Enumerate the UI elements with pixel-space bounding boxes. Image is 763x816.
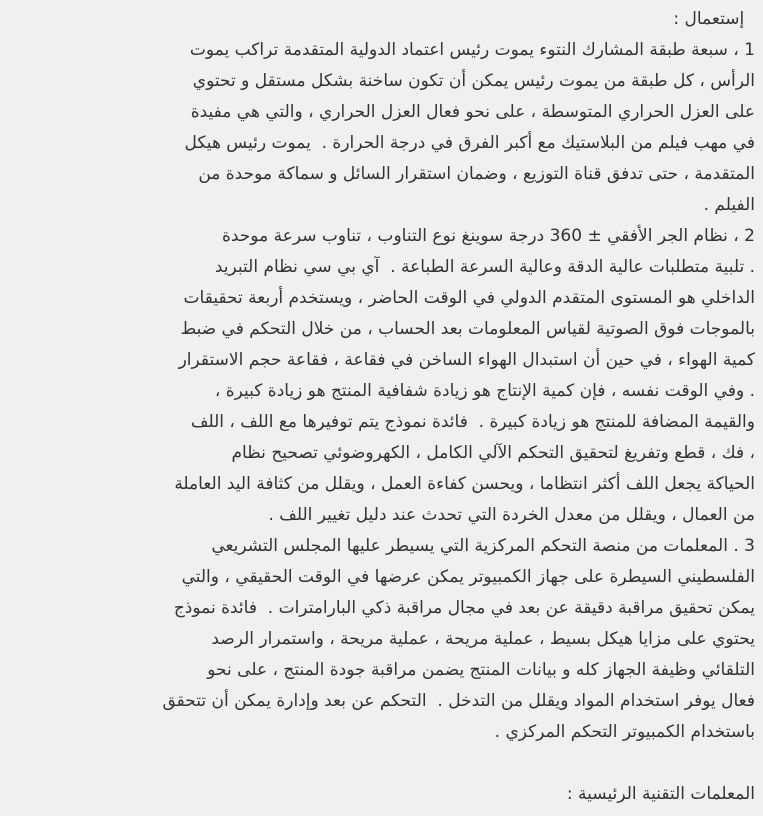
text-line: 2 ، نظام الجر الأفقي ± 360 درجة سوينغ نوع التناوب ، تناوب سرعة موحدة — [221, 226, 755, 246]
text-line: . تلبية متطلبات عالية الدقة وعالية السرعة الطباعة . آي بي سي نظام التبريد — [214, 257, 755, 277]
text-line: . وفي الوقت نفسه ، فإن كمية الإنتاج هو زيادة شفافية المنتج هو زيادة كبيرة ، — [214, 381, 755, 401]
text-line: الفلسطيني السيطرة على جهاز الكمبيوتر يمكن عرضها في الوقت الحقيقي ، والتي — [181, 567, 755, 587]
text-line: بالموجات فوق الصوتية لقياس المعلومات بعد الحساب ، من خلال التحكم في ضبط — [180, 319, 755, 339]
text-line: المتقدمة ، حتى تدفق قناة التوزيع ، وضمان استقرار السائل و سماكة موحدة من — [198, 164, 755, 184]
text-line: ، فك ، قطع وتفريغ لتحقيق التحكم الآلي الكامل ، الكهروضوئي تصحيح نظام — [231, 443, 755, 463]
text-line: يمكن تحقيق مراقبة دقيقة عن بعد في مجال مراقبة ذكي البارامترات . فائدة نموذج — [173, 598, 755, 618]
text-line: على العزل الحراري المتوسطة ، على نحو فعال العزل الحراري ، والتي هي مفيدة — [190, 102, 755, 122]
text-line: والقيمة المضافة للمنتج هو زيادة كبيرة . فائدة نموذج يتم توفيرها مع اللف ، اللف — [190, 412, 755, 432]
closing-heading: المعلمات التقنية الرئيسية : — [566, 784, 755, 804]
text-line: في مهب فيلم من البلاستيك مع أكبر الفرق في درجة الحرارة . يموت رئيس هيكل — [184, 133, 755, 153]
text-line: 3 . المعلمات من منصة التحكم المركزية التي يسيطر عليها المجلس التشريعي — [211, 536, 755, 556]
section-heading: إستعمال : — [673, 9, 755, 29]
text-line: التلقائي وظيفة الجهاز كله و بيانات المنتج يضمن مراقبة جودة المنتج ، على نحو — [207, 660, 755, 680]
text-line: 1 ، سبعة طبقة المشارك النتوء يموت رئيس اعتماد الدولية المتقدمة تراكب يموت — [189, 40, 755, 60]
blank-line — [6, 748, 755, 779]
text-line: يحتوي على مزايا هيكل بسيط ، عملية مريحة ، عملية مريحة ، واستمرار الرصد — [211, 629, 755, 649]
text-line: الفيلم . — [703, 195, 755, 215]
text-line: الحياكة يجعل اللف أكثر انتظاما ، ويحسن كفاءة العمل ، ويقلل من كثافة اليد العاملة — [174, 474, 755, 494]
text-line: الرأس ، كل طبقة من يموت رئيس يمكن أن تكون ساخنة بشكل مستقل و تحتوي — [192, 71, 755, 91]
text-line: كمية الهواء ، في حين أن استبدال الهواء الساخن في فقاعة ، فقاعة حجم الاستقرار — [178, 350, 755, 370]
text-line: باستخدام الكمبيوتر التحكم المركزي . — [494, 722, 755, 742]
text-line: من العمال ، ويقلل من معدل الخردة التي تحدث عند دليل تغيير اللف . — [268, 505, 755, 525]
text-line: فعال يوفر استخدام المواد ويقلل من التدخل . التحكم عن بعد وإدارة يمكن أن تتحقق — [162, 691, 755, 711]
text-line: الداخلي هو المستوى المتقدم الدولي في الوقت الحاضر ، ويستخدم أربعة تحقيقات — [183, 288, 755, 308]
